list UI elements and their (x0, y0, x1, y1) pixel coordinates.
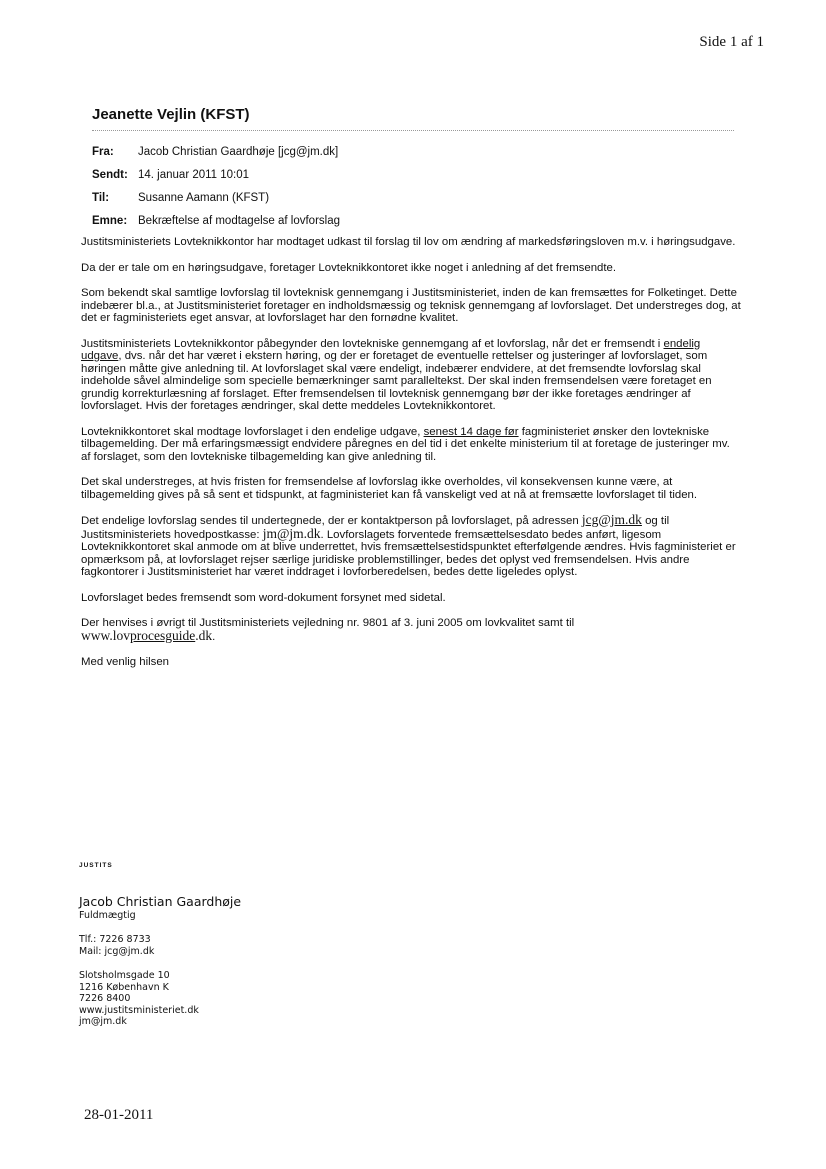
link-part: www.lov (81, 627, 130, 643)
header-value: 14. januar 2011 10:01 (138, 168, 250, 181)
text-run: . Lovforslagets forventede fremsættelsesdato bedes anført, ligesom Lovteknikkontoret skal anmode om at blive underrettet, hvis fremsættelsestidspunktet efterfølgende ændres. Hvis fagministeriet er opmærksom på, at lovforslaget rejser særlige juridiske problemstillinger, bedes det oplyst ved fremsendelsen. Hvis andre fagkontorer i Justitsministeriet har været inddraget i lovforberedelsen, bedes dette ligeledes oplyst. (81, 528, 736, 578)
email-headers (92, 140, 340, 232)
text-run: , dvs. når det har været i ekstern høring, og der er foretaget de eventuelle rettelser og justeringer af lovforslaget, som høringen måtte give anledning til. At lovforslaget skal være endeligt, indebærer endvidere, at det fremsendte lovforslag skal indeholde såvel almindelige som specielle bemærkninger samt paralleltekst. Der skal inden fremsendelsen være foretaget en grundig korrekturlæsning af forslaget. Efter fremsendelsen til lovteknisk gennemgang bør der ikke foretages ændringer af lovforslaget. Hvis der foretages ændringer, skal dette meddeles Lovteknikkontoret. (81, 350, 712, 412)
body-paragraph (81, 617, 741, 643)
text-run: Der henvises i øvrigt til Justitsministeriets vejledning nr. 9801 af 3. juni 2005 om lovkvalitet samt til (81, 617, 575, 629)
address-line: Slotsholmsgade 10 (79, 970, 170, 981)
text-run: Det endelige lovforslag sendes til undertegnede, der er kontaktperson på lovforslaget, på adressen (81, 515, 582, 527)
body-paragraph: Som bekendt skal samtlige lovforslag til lovteknisk gennemgang i Justitsministeriet, inden de kan fremsættes for Folketinget. Dette indebærer bl.a., at Justitsministeriet foretager en indholdsmæssig og teknisk gennemgang af lovforslaget. Det understreges dog, at det er fagministeriets eget ansvar, at lovforslaget har den fornødne kvalitet. (81, 287, 741, 324)
body-paragraph (81, 514, 741, 579)
text-run: . (212, 630, 216, 643)
signature-title: Fuldmægtig (79, 910, 136, 921)
header-from (92, 140, 340, 163)
header-label: Fra: (92, 145, 114, 158)
signature-name: Jacob Christian Gaardhøje (79, 894, 242, 909)
address-line: 1216 København K (79, 981, 169, 993)
header-subject (92, 209, 340, 232)
signature-phone: Tlf.: 7226 8733 (79, 934, 151, 945)
header-label: Emne: (92, 214, 128, 227)
header-value: Jacob Christian Gaardhøje [jcg@jm.dk] (138, 145, 339, 158)
email-link-jm[interactable]: jm@jm.dk (262, 525, 321, 541)
sender-title: Jeanette Vejlin (KFST) (92, 106, 250, 123)
underlined-text: endelig udgave (81, 337, 701, 362)
text-run: fagministeriet ønsker den lovtekniske tilbagemelding. Der må erfaringsmæssigt endvidere påregnes en del tid i det enkelte ministerium til at foretage de justeringer mv. af forslaget, som den lovtekniske tilbagemelding kan give anledning til. (81, 425, 730, 463)
signature-block (79, 862, 241, 1028)
link-part: .dk (195, 627, 213, 643)
body-paragraph: Justitsministeriets Lovteknikkontor har modtaget udkast til forslag til lov om ændring af markedsføringsloven m.v. i høringsudgave. (81, 236, 736, 248)
address-line: jm@jm.dk (79, 1016, 127, 1027)
link-part: procesguide (130, 627, 196, 643)
website-link[interactable] (81, 628, 212, 643)
body-paragraph (81, 426, 741, 464)
header-sent (92, 163, 340, 186)
text-run: og til Justitsministeriets hovedpostkasse: (81, 515, 670, 541)
body-paragraph: Det skal understreges, at hvis fristen for fremsendelse af lovforslag ikke overholdes, vil konsekvensen kunne være, at tilbagemelding gives på så sent et tidspunkt, at fagministeriet kan få vanskeligt ved at nå at fremsætte lovforslaget til tiden. (81, 476, 698, 501)
email-link-jcg[interactable]: jcg@jm.dk (581, 512, 642, 527)
logo-text: JUSTITS (79, 862, 113, 869)
header-label: Til: (92, 191, 110, 204)
text-run: Lovteknikkontoret skal modtage lovforslaget i den endelige udgave, (81, 425, 424, 438)
header-value: Susanne Aamann (KFST) (138, 191, 270, 204)
signature-contact (79, 934, 241, 957)
body-paragraph: Lovforslaget bedes fremsendt som word-dokument forsynet med sidetal. (81, 591, 446, 604)
signature-address (79, 970, 241, 1028)
underlined-text: senest 14 dage før (423, 425, 519, 438)
page-number: Side 1 af 1 (699, 34, 764, 50)
footer-date: 28-01-2011 (84, 1107, 154, 1123)
address-line: www.justitsministeriet.dk (79, 1004, 199, 1016)
closing-text: Med venlig hilsen (81, 656, 170, 668)
header-label: Sendt: (92, 168, 128, 181)
header-divider (92, 130, 734, 131)
address-line: 7226 8400 (79, 993, 131, 1004)
header-to (92, 186, 340, 209)
body-paragraph (81, 338, 741, 413)
text-run: Justitsministeriets Lovteknikkontor påbegynder den lovtekniske gennemgang af et lovforslag, når det er fremsendt i (81, 337, 664, 350)
header-value: Bekræftelse af modtagelse af lovforslag (138, 214, 340, 227)
email-body (81, 236, 741, 682)
body-paragraph: Da der er tale om en høringsudgave, foretager Lovteknikkontoret ikke noget i anledning af det fremsendte. (81, 261, 617, 274)
signature-mail: Mail: jcg@jm.dk (79, 945, 155, 957)
